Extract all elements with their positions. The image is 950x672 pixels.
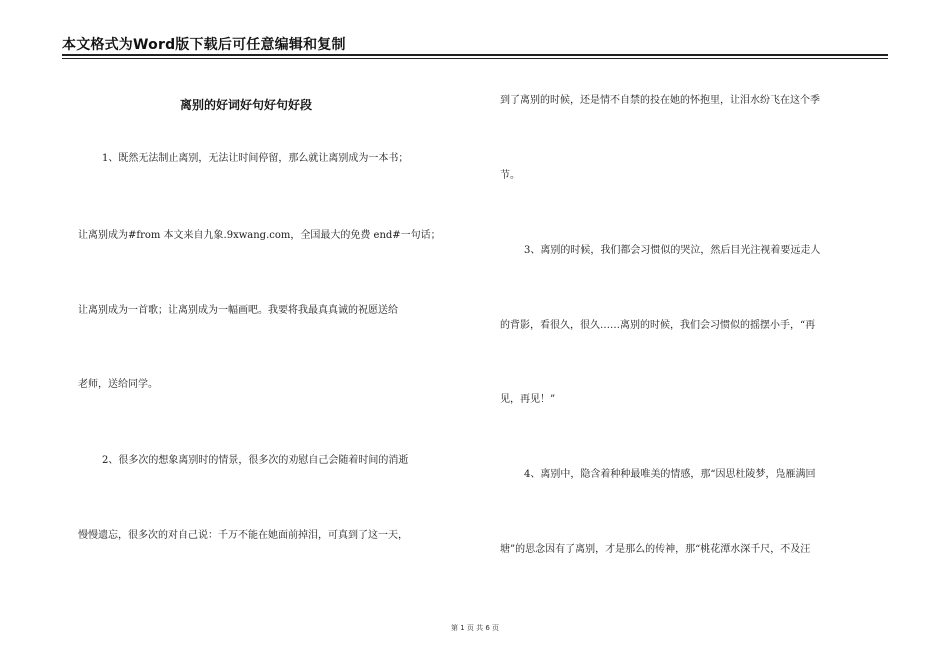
text-line: 3、离别的时候，我们都会习惯似的哭泣，然后目光注视着要远走人: [524, 245, 821, 256]
left-column: [78, 0, 468, 672]
text-line: 1、既然无法制止离别，无法让时间停留，那么就让离别成为一本书；: [102, 153, 409, 164]
page-number: 第 1 页 共 6 页: [450, 624, 500, 632]
text-line: 慢慢遗忘，很多次的对自己说：千万不能在她面前掉泪，可真到了这一天，: [78, 530, 408, 541]
document-title: 离别的好词好句好句好段: [180, 98, 313, 112]
text-line: 节。: [500, 170, 520, 181]
text-line: 让离别成为#from 本文来自九象.9xwang.com，全国最大的免费 end#一句话；: [78, 230, 441, 241]
right-column: [500, 0, 890, 672]
text-line: 2、很多次的想象离别时的情景，很多次的劝慰自己会随着时间的消逝: [102, 455, 409, 466]
text-line: 的背影，看很久，很久……离别的时候，我们会习惯似的摇摆小手，“再: [500, 320, 816, 331]
text-line: 见，再见！”: [500, 394, 556, 405]
text-line: 4、离别中，隐含着种种最唯美的情感，那“因思杜陵梦，凫雁满回: [524, 469, 816, 480]
text-line: 让离别成为一首歌；让离别成为一幅画吧。我要将我最真真诚的祝愿送给: [78, 305, 398, 316]
text-line: 塘”的思念因有了离别，才是那么的传神，那“桃花潭水深千尺，不及汪: [500, 544, 811, 555]
text-line: 老师，送给同学。: [78, 379, 158, 390]
text-line: 到了离别的时候，还是情不自禁的投在她的怀抱里，让泪水纷飞在这个季: [500, 95, 820, 106]
download-banner: 本文格式为Word版下载后可任意编辑和复制: [62, 37, 346, 53]
